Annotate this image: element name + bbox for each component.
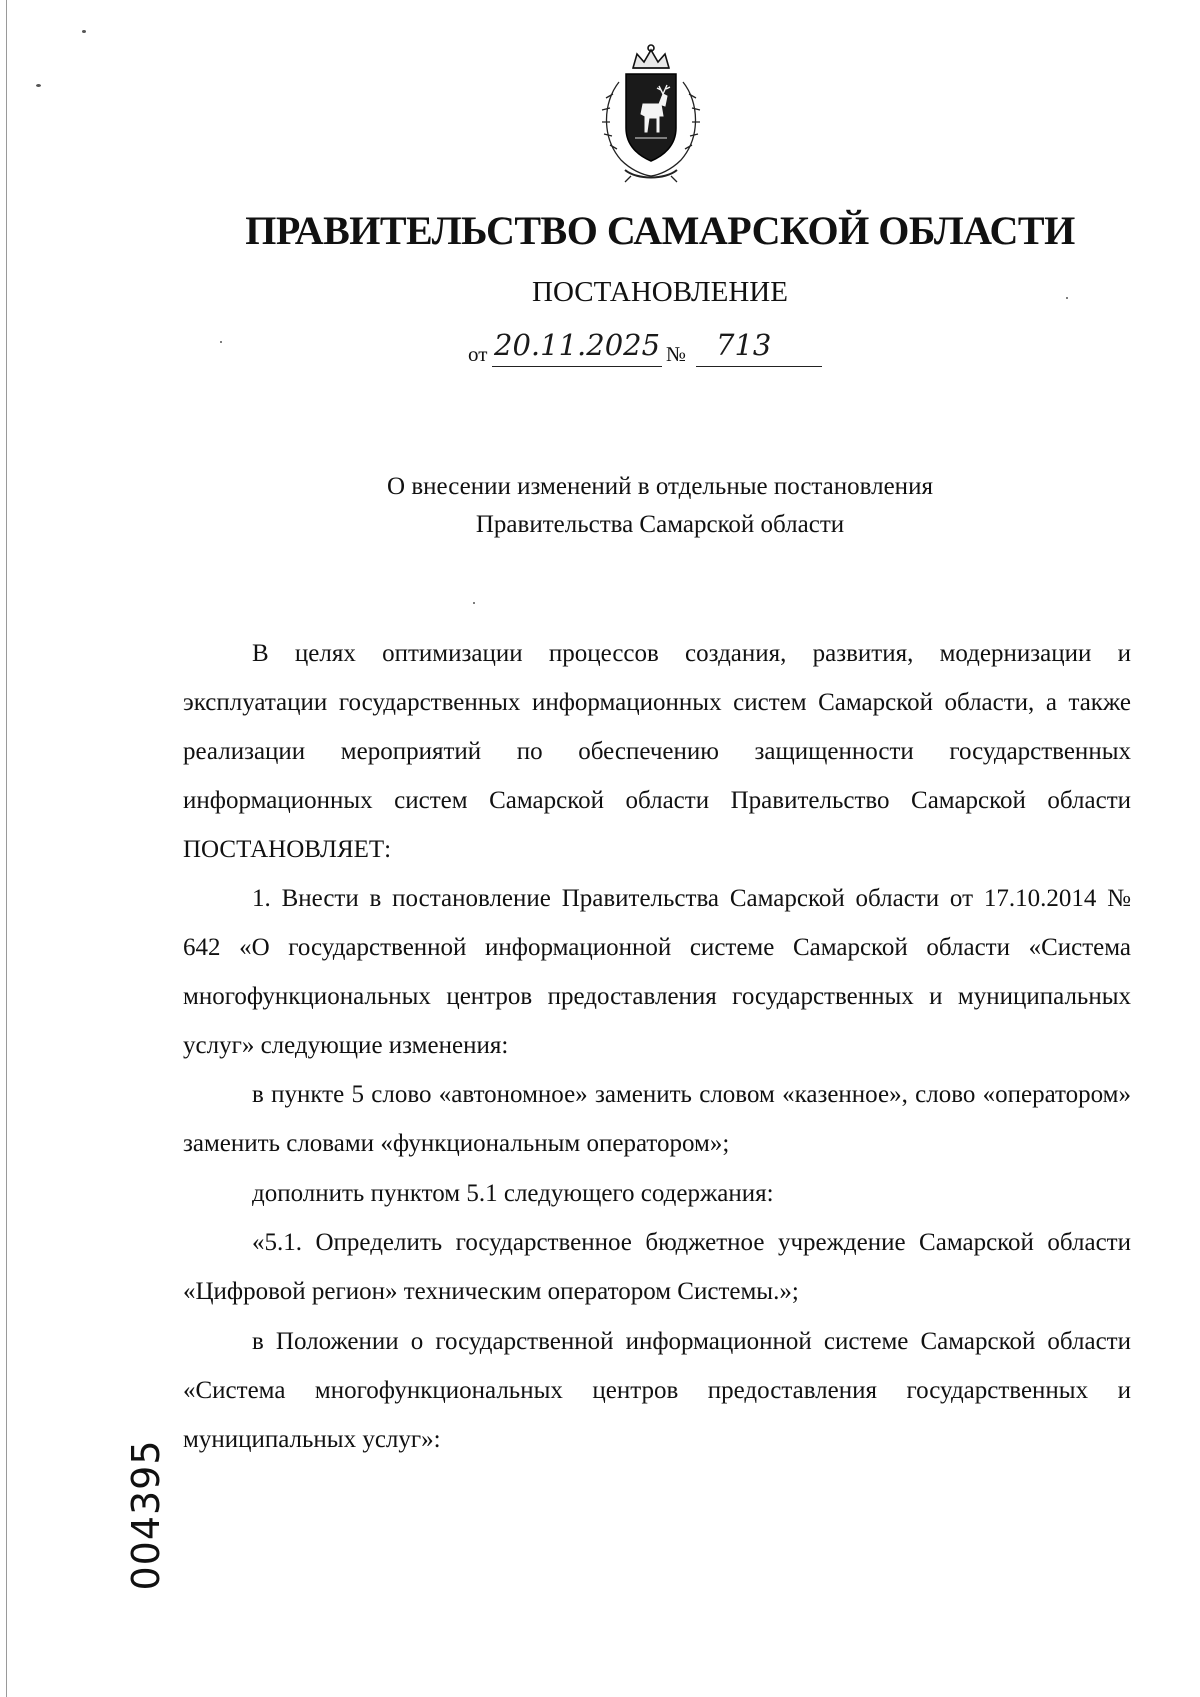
paragraph-amendment-point-5: в пункте 5 слово «автономное» заменить словом «казенное», слово «оператором» заменить словами «функциональным оператором»; (183, 1081, 1131, 1157)
subject-line-2: Правительства Самарской области (475, 511, 845, 538)
paragraph-preamble: В целях оптимизации процессов создания, развития, модернизации и эксплуатации государственных информационных систем Самарской области, а также реализации мероприятий по обеспечению защищенности государственных информационных систем Самарской области Правительство Самарской области ПОСТАНОВЛЯЕТ: (183, 640, 1131, 863)
paragraph-regulation-changes: в Положении о государственной информационной системе Самарской области «Система многофункциональных центров предоставления государственных и муниципальных услуг»: (183, 1328, 1131, 1453)
page-edge (6, 0, 7, 1697)
subject-line-1: О внесении изменений в отдельные постановления (387, 473, 933, 500)
handwritten-date: 20.11.2025 (494, 328, 661, 362)
paragraph-point-5-1: «5.1. Определить государственное бюджетное учреждение Самарской области «Цифровой регион» техническим оператором Системы.»; (183, 1229, 1131, 1305)
organization-title: ПРАВИТЕЛЬСТВО САМАРСКОЙ ОБЛАСТИ (245, 208, 1075, 253)
number-underline (696, 366, 822, 367)
date-underline (492, 366, 662, 367)
number-prefix: № (666, 342, 687, 366)
handwritten-number: 713 (716, 328, 772, 362)
scan-speck (220, 341, 222, 343)
paragraph-item-1: 1. Внести в постановление Правительства Самарской области от 17.10.2014 № 642 «О государственной информационной системе Самарской области «Система многофункциональных центров предоставления государственных и муниципальных услуг» следующие изменения: (183, 885, 1131, 1059)
date-number-line (468, 330, 868, 370)
paragraph-add-point: дополнить пунктом 5.1 следующего содержания: (252, 1180, 774, 1207)
side-stamp-number: 004395 (124, 1439, 168, 1591)
document-type: ПОСТАНОВЛЕНИЕ (532, 276, 788, 308)
date-prefix: от (468, 342, 488, 366)
document-body (183, 629, 1131, 1464)
scan-speck (36, 84, 41, 87)
samara-coat-of-arms-icon (591, 42, 711, 184)
document-subject (0, 468, 1200, 544)
scan-speck (82, 30, 86, 33)
scan-speck (473, 602, 475, 604)
